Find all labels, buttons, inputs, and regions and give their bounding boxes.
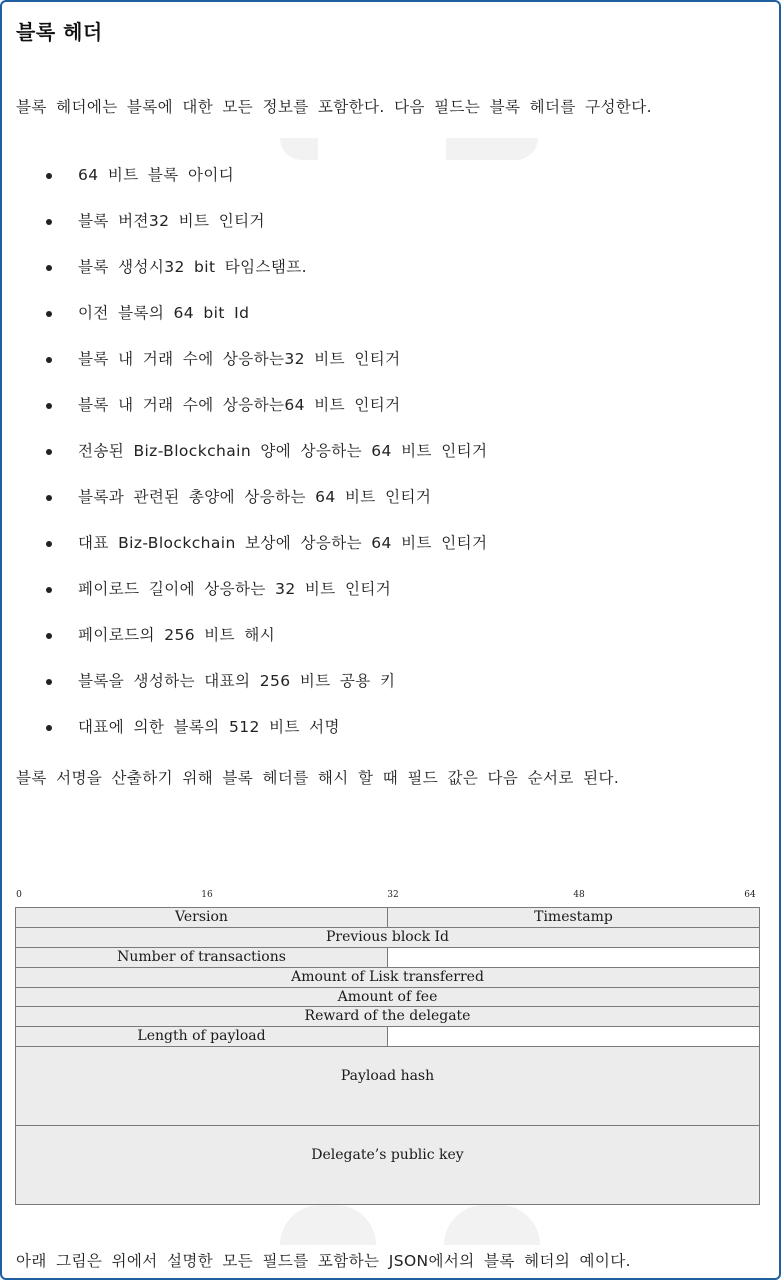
empty-cell bbox=[387, 947, 760, 968]
field-amount-transferred: Amount of Lisk transferred bbox=[15, 967, 760, 988]
list-item: 64 비트 블록 아이디 bbox=[0, 160, 487, 206]
field-payload-hash: Payload hash bbox=[15, 1046, 760, 1126]
list-item: 페이로드 길이에 상응하는 32 비트 인티거 bbox=[0, 574, 487, 620]
list-item: 블록 버젼32 비트 인티거 bbox=[0, 206, 487, 252]
field-list bbox=[0, 160, 487, 758]
page-title: 블록 헤더 bbox=[16, 20, 103, 44]
list-item: 페이로드의 256 비트 해시 bbox=[0, 620, 487, 666]
list-item: 블록 내 거래 수에 상응하는64 비트 인티거 bbox=[0, 390, 487, 436]
field-public-key: Delegate’s public key bbox=[15, 1125, 760, 1205]
order-paragraph: 블록 서명을 산출하기 위해 블록 헤더를 해시 할 때 필드 값은 다음 순서로 된다. bbox=[16, 769, 620, 787]
field-amount-of-fee: Amount of fee bbox=[15, 987, 760, 1008]
list-item: 이전 블록의 64 bit Id bbox=[0, 298, 487, 344]
intro-paragraph: 블록 헤더에는 블록에 대한 모든 정보를 포함한다. 다음 필드는 블록 헤더를 구성한다. bbox=[16, 98, 652, 116]
block-header-diagram bbox=[15, 890, 760, 1206]
scale-label-0: 0 bbox=[16, 890, 22, 900]
field-length-of-payload: Length of payload bbox=[15, 1026, 388, 1047]
field-previous-block-id: Previous block Id bbox=[15, 927, 760, 948]
field-timestamp: Timestamp bbox=[387, 907, 760, 928]
field-number-of-transactions: Number of transactions bbox=[15, 947, 388, 968]
watermark-gap bbox=[318, 138, 446, 160]
list-item: 전송된 Biz-Blockchain 양에 상응하는 64 비트 인티거 bbox=[0, 436, 487, 482]
field-version: Version bbox=[15, 907, 388, 928]
scale-label-48: 48 bbox=[573, 890, 585, 900]
scale-label-32: 32 bbox=[387, 890, 399, 900]
list-item: 대표에 의한 블록의 512 비트 서명 bbox=[0, 712, 487, 758]
empty-cell bbox=[387, 1026, 760, 1047]
list-item: 블록과 관련된 총양에 상응하는 64 비트 인티거 bbox=[0, 482, 487, 528]
list-item: 블록을 생성하는 대표의 256 비트 공용 키 bbox=[0, 666, 487, 712]
footer-paragraph: 아래 그림은 위에서 설명한 모든 필드를 포함하는 JSON에서의 블록 헤더의 예이다. bbox=[16, 1252, 631, 1270]
scale-label-16: 16 bbox=[201, 890, 213, 900]
list-item: 블록 내 거래 수에 상응하는32 비트 인티거 bbox=[0, 344, 487, 390]
scale-label-64: 64 bbox=[744, 890, 756, 900]
field-reward: Reward of the delegate bbox=[15, 1006, 760, 1027]
list-item: 블록 생성시32 bit 타임스탬프. bbox=[0, 252, 487, 298]
list-item: 대표 Biz-Blockchain 보상에 상응하는 64 비트 인티거 bbox=[0, 528, 487, 574]
